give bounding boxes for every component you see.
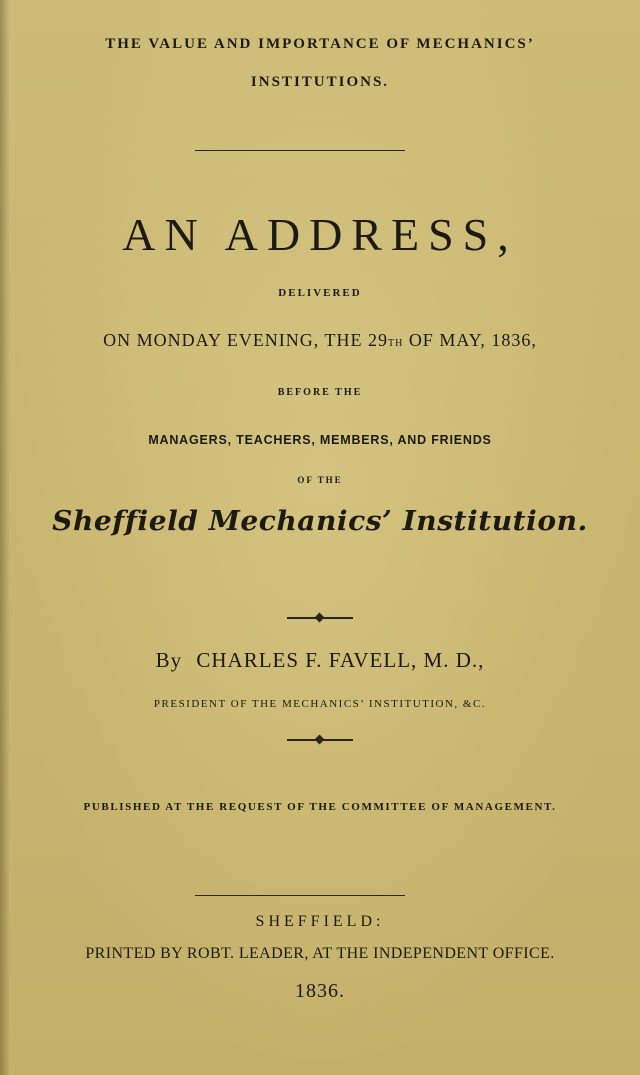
- author-name: CHARLES F. FAVELL, M. D.,: [196, 648, 485, 672]
- ornament-divider-2: [287, 735, 353, 745]
- delivered-label: DELIVERED: [278, 287, 362, 299]
- of-the-label: OF THE: [297, 475, 343, 485]
- date-prefix: ON MONDAY EVENING, THE 29: [103, 330, 388, 350]
- institution-name: Sheffield Mechanics’ Institution.: [52, 506, 588, 537]
- series-title-line1: THE VALUE AND IMPORTANCE OF MECHANICS’: [105, 36, 535, 52]
- author-by: By: [155, 648, 183, 672]
- publication-request: PUBLISHED AT THE REQUEST OF THE COMMITTEE OF MANAGEMENT.: [83, 801, 557, 813]
- date-suffix: OF MAY, 1836,: [403, 330, 537, 350]
- audience-line: MANAGERS, TEACHERS, MEMBERS, AND FRIENDS: [148, 433, 492, 447]
- publication-year: 1836.: [295, 980, 345, 1002]
- before-the-label: BEFORE THE: [277, 387, 363, 398]
- top-rule: [195, 150, 405, 151]
- series-title-line2: INSTITUTIONS.: [250, 74, 390, 90]
- bottom-rule: [195, 895, 405, 896]
- publication-place: SHEFFIELD:: [255, 913, 385, 930]
- ornament-divider-1: [287, 613, 353, 623]
- main-title: AN ADDRESS,: [122, 209, 518, 260]
- date-ordinal: TH: [387, 338, 404, 349]
- printer-line: PRINTED BY ROBT. LEADER, AT THE INDEPENDENT OFFICE.: [85, 945, 555, 962]
- author-position: PRESIDENT OF THE MECHANICS’ INSTITUTION, &C.: [153, 698, 487, 710]
- author-line: [0, 648, 640, 673]
- date-line: [0, 330, 640, 351]
